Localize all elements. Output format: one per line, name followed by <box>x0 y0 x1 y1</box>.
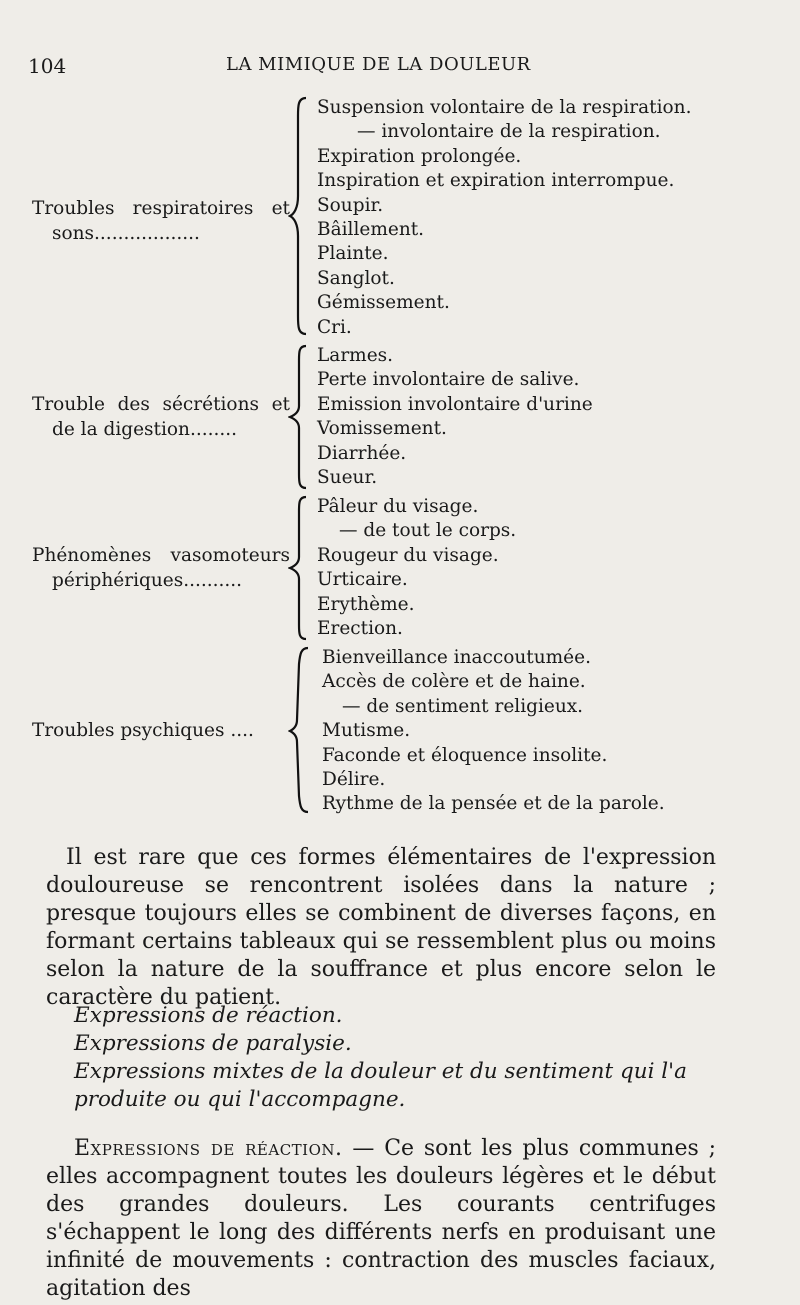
list-item: Diarrhée. <box>317 442 407 464</box>
group-label-line2: de la digestion........ <box>52 419 237 440</box>
expression-types-list <box>46 1002 726 1114</box>
list-item: Perte involontaire de salive. <box>317 369 580 391</box>
page-number: 104 <box>28 54 67 78</box>
list-item: Gémissement. <box>317 292 450 314</box>
list-item: Bâillement. <box>317 219 425 241</box>
list-item: Rythme de la pensée et de la parole. <box>322 793 665 815</box>
symptom-list <box>317 344 593 490</box>
section-heading: Expressions de réaction. <box>74 1136 343 1161</box>
symptom-list <box>317 96 691 340</box>
list-item: Urticaire. <box>317 569 408 591</box>
list-item: Expiration prolongée. <box>317 145 522 167</box>
curly-brace <box>288 96 312 336</box>
symptom-list <box>322 646 665 817</box>
group-label <box>32 718 290 743</box>
list-item: Sueur. <box>317 467 378 489</box>
page-header <box>28 54 718 84</box>
list-item: — de tout le corps. <box>339 520 517 542</box>
list-item: Accès de colère et de haine. <box>322 671 586 693</box>
group-label <box>32 392 290 442</box>
group-label-line1: Trouble des sécrétions et <box>32 394 290 415</box>
list-item: Vomissement. <box>317 418 447 440</box>
list-item: — involontaire de la respiration. <box>357 121 661 143</box>
list-item: Sanglot. <box>317 267 395 289</box>
list-item: Rougeur du visage. <box>317 544 499 566</box>
curly-brace <box>288 646 312 814</box>
group-label-line1: Phénomènes vasomoteurs <box>32 545 290 566</box>
list-item: Erection. <box>317 618 403 640</box>
list-item: Inspiration et expiration interrompue. <box>317 170 675 192</box>
list-item: — de sentiment religieux. <box>342 695 584 717</box>
list-item: Emission involontaire d'urine <box>317 393 593 415</box>
expression-type-item: Expressions de réaction. <box>74 1003 343 1028</box>
expression-type-item: Expressions mixtes de la douleur et du sentiment qui l'a produite ou qui l'accompagne. <box>74 1059 687 1112</box>
list-item: Plainte. <box>317 243 389 265</box>
list-item: Suspension volontaire de la respiration. <box>317 97 692 118</box>
section-body: — Ce sont les plus communes ; elles accompagnent toutes les douleurs légères et le début des grandes douleurs. Les courants centrifuges s'échappent le long des différents nerfs en produisant une infinité de mouvements : contraction des muscles faciaux, agitation des <box>46 1136 716 1301</box>
group-label-line2: périphériques.......... <box>52 570 243 591</box>
list-item: Larmes. <box>317 345 394 366</box>
list-item: Cri. <box>317 316 352 338</box>
body-paragraph <box>46 1135 716 1303</box>
list-item: Faconde et éloquence insolite. <box>322 744 608 766</box>
list-item: Soupir. <box>317 194 384 216</box>
group-label <box>32 543 290 593</box>
list-item: Bienveillance inaccoutumée. <box>322 647 591 668</box>
body-paragraph: Il est rare que ces formes élémentaires de l'expression douloureuse se rencontrent isolées dans la nature ; presque toujours elles se combinent de diverses façons, en formant certains tableaux qui se ressemblent plus ou moins selon la nature de la souffrance et plus encore selon le caractère du patient. <box>46 845 716 1010</box>
symptom-list <box>317 495 516 641</box>
list-item: Pâleur du visage. <box>317 496 479 517</box>
curly-brace <box>288 495 312 641</box>
curly-brace <box>288 344 312 490</box>
group-label-line2: sons.................. <box>52 223 200 244</box>
expression-type-item: Expressions de paralysie. <box>74 1031 352 1056</box>
group-label <box>32 196 290 246</box>
list-item: Délire. <box>322 769 386 791</box>
running-title: LA MIMIQUE DE LA DOULEUR <box>226 54 531 75</box>
list-item: Mutisme. <box>322 720 411 742</box>
group-label-line1: Troubles psychiques .... <box>32 720 254 741</box>
group-label-line1: Troubles respiratoires et <box>32 198 290 219</box>
list-item: Erythème. <box>317 593 415 615</box>
